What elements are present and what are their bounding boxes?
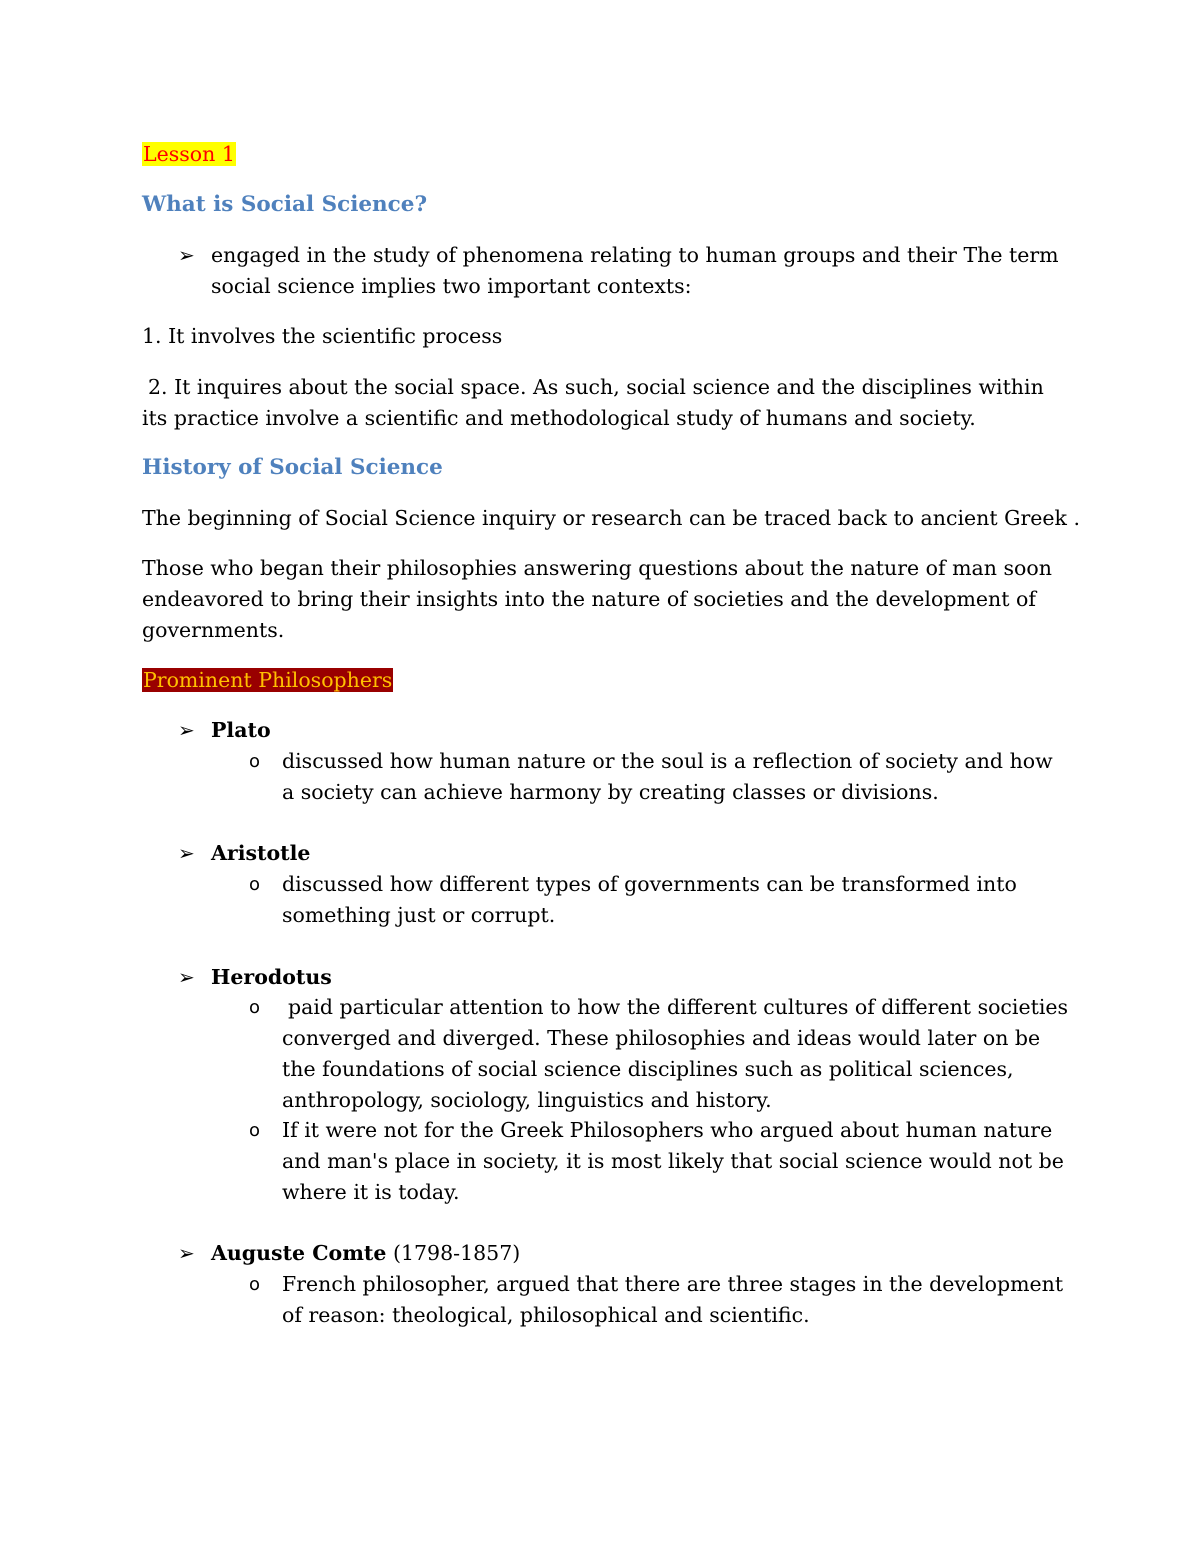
herodotus-desc2-line2: and man's place in society, it is most likely that social science would not be <box>282 1149 1064 1173</box>
lesson-label <box>142 142 236 167</box>
heading-what-is-social-science: What is Social Science? <box>142 192 428 217</box>
comte-desc-line2: of reason: theological, philosophical and scientific. <box>282 1303 810 1327</box>
lesson-label-text: Lesson 1 <box>143 142 235 166</box>
philosopher-name-comte: Auguste Comte <box>211 1241 387 1265</box>
herodotus-desc1-line2: converged and diverged. These philosophies and ideas would later on be <box>282 1026 1041 1050</box>
arrow-bullet-icon: ➢ <box>178 841 195 865</box>
point-2-line1: 2. It inquires about the social space. As such, social science and the disciplines within <box>148 375 1044 399</box>
history-para1: The beginning of Social Science inquiry or research can be traced back to ancient Greek . <box>142 506 1080 530</box>
arrow-bullet-icon: ➢ <box>178 718 195 742</box>
philosopher-name-aristotle: Aristotle <box>211 841 311 865</box>
comte-desc-line1: French philosopher, argued that there are three stages in the development <box>282 1272 1064 1296</box>
history-para2-line1: Those who began their philosophies answering questions about the nature of man soon <box>142 556 1052 580</box>
arrow-bullet-icon: ➢ <box>178 243 195 267</box>
herodotus-desc1-line1: paid particular attention to how the different cultures of different societies <box>288 995 1069 1019</box>
prominent-philosophers-text: Prominent Philosophers <box>143 668 393 692</box>
arrow-bullet-icon: ➢ <box>178 965 195 989</box>
comte-years: (1798-1857) <box>392 1241 521 1265</box>
point-2-line2: its practice involve a scientific and methodological study of humans and society. <box>142 406 976 430</box>
comte-heading <box>211 1241 520 1266</box>
history-para2-line2: endeavored to bring their insights into the nature of societies and the development of <box>142 587 1036 611</box>
herodotus-desc1-line3: the foundations of social science disciplines such as political sciences, <box>282 1057 1014 1081</box>
circle-bullet-icon: o <box>249 1120 261 1141</box>
circle-bullet-icon: o <box>249 1274 261 1295</box>
prominent-philosophers-label <box>142 668 393 693</box>
circle-bullet-icon: o <box>249 997 261 1018</box>
arrow-bullet-icon: ➢ <box>178 1241 195 1265</box>
herodotus-desc2-line3: where it is today. <box>282 1180 460 1204</box>
point-1: 1. It involves the scientific process <box>142 324 503 348</box>
herodotus-desc1-line4: anthropology, sociology, linguistics and history. <box>282 1088 772 1112</box>
history-para2-line3: governments. <box>142 618 285 642</box>
aristotle-desc-line1: discussed how different types of governments can be transformed into <box>282 872 1017 896</box>
aristotle-desc-line2: something just or corrupt. <box>282 903 556 927</box>
philosopher-name-herodotus: Herodotus <box>211 965 332 989</box>
philosopher-name-plato: Plato <box>211 718 271 742</box>
circle-bullet-icon: o <box>249 751 261 772</box>
plato-desc-line2: a society can achieve harmony by creating classes or divisions. <box>282 780 939 804</box>
heading-history: History of Social Science <box>142 455 443 480</box>
what-bullet-line2: social science implies two important contexts: <box>211 274 692 298</box>
what-bullet-line1: engaged in the study of phenomena relating to human groups and their The term <box>211 243 1059 267</box>
circle-bullet-icon: o <box>249 874 261 895</box>
plato-desc-line1: discussed how human nature or the soul is a reflection of society and how <box>282 749 1053 773</box>
herodotus-desc2-line1: If it were not for the Greek Philosophers who argued about human nature <box>282 1118 1053 1142</box>
